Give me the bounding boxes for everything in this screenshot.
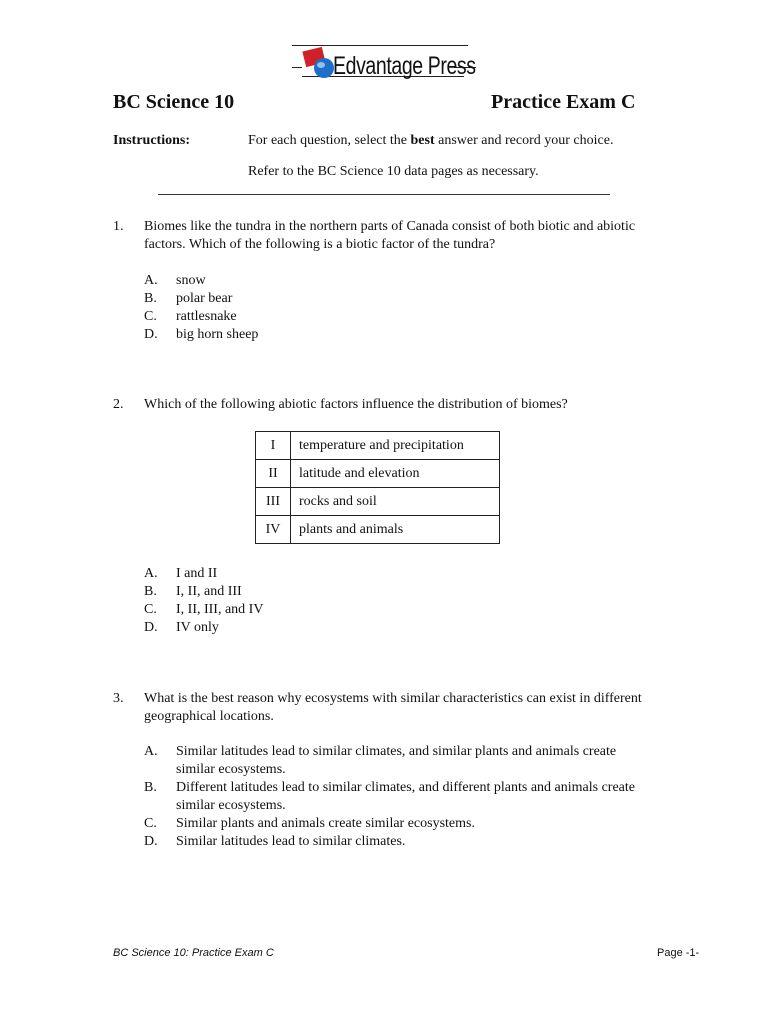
table-row — [256, 516, 500, 544]
option-text: polar bear — [176, 291, 233, 306]
option-letter: C. — [144, 602, 157, 617]
table-cell-numeral: IV — [256, 516, 291, 544]
option-letter: C. — [144, 816, 157, 831]
logo-text: Edvantage Press — [333, 52, 476, 80]
option-letter: A. — [144, 566, 158, 581]
question-text: What is the best reason why ecosystems with similar characteristics can exist in different geographical locations. — [144, 691, 642, 724]
option-text: Similar latitudes lead to similar climates. — [176, 834, 406, 849]
page-number: Page -1- — [657, 947, 700, 959]
table-row — [256, 488, 500, 516]
option-text: snow — [176, 273, 206, 288]
option-text: IV only — [176, 620, 219, 635]
publisher-logo — [290, 40, 480, 84]
instructions-line-1-bold: best — [410, 133, 435, 148]
question-number: 3. — [113, 691, 124, 706]
option-text: big horn sheep — [176, 327, 259, 342]
table-cell-factor: temperature and precipitation — [291, 432, 500, 460]
abiotic-factors-table — [255, 431, 500, 544]
option-letter: D. — [144, 620, 158, 635]
instructions-line-1-post: answer and record your choice. — [434, 133, 614, 148]
table-cell-factor: rocks and soil — [291, 488, 500, 516]
table-cell-factor: plants and animals — [291, 516, 500, 544]
option-letter: B. — [144, 584, 157, 599]
table-cell-numeral: II — [256, 460, 291, 488]
table-cell-numeral: III — [256, 488, 291, 516]
option-letter: D. — [144, 834, 158, 849]
instructions-line-1 — [248, 133, 613, 149]
exam-title: Practice Exam C — [491, 91, 636, 113]
option-letter: C. — [144, 309, 157, 324]
table-row — [256, 460, 500, 488]
logo-mark-icon — [300, 46, 336, 80]
option-letter: B. — [144, 780, 157, 795]
table-cell-numeral: I — [256, 432, 291, 460]
question-text: Biomes like the tundra in the northern parts of Canada consist of both biotic and abiotic factors. Which of the following is a biotic factor of the tundra? — [144, 219, 636, 252]
course-title: BC Science 10 — [113, 91, 235, 113]
option-text: Similar latitudes lead to similar climates, and similar plants and animals create similar ecosystems. — [176, 744, 617, 777]
question-number: 1. — [113, 219, 124, 234]
question-number: 2. — [113, 397, 124, 412]
option-letter: D. — [144, 327, 158, 342]
option-text: I, II, and III — [176, 584, 242, 599]
option-letter: A. — [144, 273, 158, 288]
option-text: Similar plants and animals create similar ecosystems. — [176, 816, 475, 831]
table-row — [256, 432, 500, 460]
option-letter: B. — [144, 291, 157, 306]
option-text: I, II, III, and IV — [176, 602, 264, 617]
option-letter: A. — [144, 744, 158, 759]
instructions-label: Instructions: — [113, 133, 191, 148]
divider — [158, 194, 610, 195]
option-text: I and II — [176, 566, 218, 581]
option-text: Different latitudes lead to similar climates, and different plants and animals create similar ecosystems. — [176, 780, 635, 813]
question-text: Which of the following abiotic factors influence the distribution of biomes? — [144, 397, 568, 412]
instructions-line-1-pre: For each question, select the — [248, 133, 411, 148]
instructions-line-2: Refer to the BC Science 10 data pages as necessary. — [248, 164, 539, 179]
option-text: rattlesnake — [176, 309, 237, 324]
footer-title: BC Science 10: Practice Exam C — [113, 947, 274, 959]
table-cell-factor: latitude and elevation — [291, 460, 500, 488]
